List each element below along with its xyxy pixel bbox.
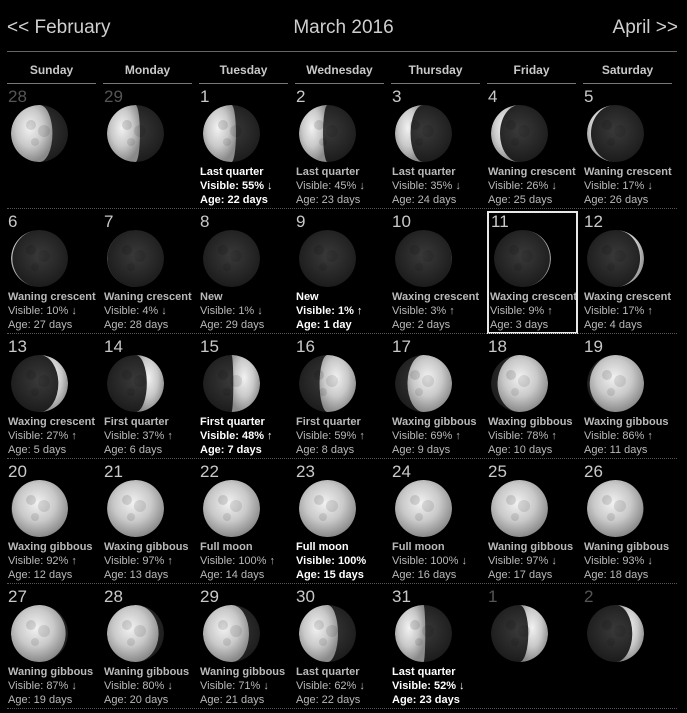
age-text: Age: 27 days [8,319,73,331]
day-number: 29 [200,587,219,606]
day-cell[interactable] [103,334,199,459]
day-number: 17 [392,337,411,356]
moon-image [491,355,548,412]
moon-image [107,105,164,162]
day-number: 11 [491,212,509,231]
visibility-text: Visible: 80% ↓ [104,680,173,692]
age-text: Age: 13 days [104,569,169,581]
age-text: Age: 22 days [296,694,361,706]
day-cell[interactable] [583,84,679,209]
age-text: Age: 15 days [296,569,364,581]
day-number: 5 [584,87,594,106]
moon-phase-graphic [587,105,644,162]
phase-name: Waning crescent [104,291,192,303]
day-cell[interactable] [199,209,295,334]
moon-phase-graphic [11,480,68,537]
moon-info [104,665,189,707]
moon-info [104,290,192,332]
day-cell[interactable] [391,584,487,709]
day-cell[interactable] [199,334,295,459]
moon-phase-graphic [587,605,644,662]
moon-phase-graphic [395,105,452,162]
moon-image [395,230,452,287]
visibility-text: Visible: 4% ↓ [104,305,167,317]
day-cell[interactable] [583,584,679,709]
moon-image [107,605,164,662]
weekday-wednesday: Wednesday [306,63,373,77]
calendar-header [0,0,687,52]
visibility-text: Visible: 3% ↑ [392,305,455,317]
phase-name: Waxing gibbous [488,416,573,428]
visibility-text: Visible: 55% ↓ [200,180,273,192]
moon-info [200,165,273,207]
age-text: Age: 23 days [296,194,361,206]
phase-name: Waning crescent [488,166,576,178]
visibility-text: Visible: 26% ↓ [488,180,557,192]
day-cell[interactable] [7,584,103,709]
moon-phase-graphic [299,230,356,287]
moon-info [488,165,576,207]
moon-info [296,415,365,457]
moon-phase-graphic [11,605,68,662]
moon-phase-graphic [11,105,68,162]
moon-image [587,230,644,287]
phase-name: Waning crescent [8,291,96,303]
age-text: Age: 6 days [104,444,163,456]
day-cell[interactable] [391,334,487,459]
moon-info [392,665,465,707]
day-number: 2 [296,87,306,106]
moon-image [395,480,452,537]
phase-name: Waning gibbous [104,666,190,678]
weekday-header-row [0,52,687,84]
phase-name: Waxing gibbous [104,541,189,553]
visibility-text: Visible: 10% ↓ [8,305,77,317]
day-number: 7 [104,212,114,231]
visibility-text: Visible: 17% ↑ [584,305,653,317]
moon-info [296,665,365,707]
visibility-text: Visible: 45% ↓ [296,180,365,192]
moon-phase-graphic [203,605,260,662]
phase-name: Last quarter [392,666,456,678]
moon-info [584,165,672,207]
day-cell[interactable] [391,209,487,334]
moon-phase-graphic [587,480,644,537]
day-number: 3 [392,87,402,106]
visibility-text: Visible: 35% ↓ [392,180,461,192]
day-cell[interactable] [7,84,103,209]
age-text: Age: 21 days [200,694,265,706]
phase-name: Waxing gibbous [8,541,93,553]
visibility-text: Visible: 62% ↓ [296,680,365,692]
age-text: Age: 28 days [104,319,169,331]
day-cell[interactable] [295,84,391,209]
moon-phase-graphic [107,605,164,662]
moon-image [299,105,356,162]
phase-name: New [200,291,223,303]
age-text: Age: 10 days [488,444,553,456]
phase-name: Last quarter [296,166,360,178]
age-text: Age: 17 days [488,569,553,581]
visibility-text: Visible: 100% ↓ [392,555,468,567]
visibility-text: Visible: 1% ↓ [200,305,263,317]
day-number: 1 [488,587,498,606]
moon-info [392,540,467,582]
moon-image [203,105,260,162]
visibility-text: Visible: 87% ↓ [8,680,77,692]
day-cell[interactable] [295,459,391,584]
moon-image [299,355,356,412]
day-cell[interactable] [487,584,583,709]
day-cell[interactable] [487,459,583,584]
day-cell[interactable] [583,459,679,584]
day-number: 12 [584,212,603,231]
day-number: 19 [584,337,603,356]
phase-name: Waning crescent [584,166,672,178]
day-cell[interactable] [583,334,679,459]
day-number: 24 [392,462,411,481]
moon-info [584,415,669,457]
moon-image [395,105,452,162]
day-cell[interactable] [199,584,295,709]
day-number: 28 [104,587,123,606]
day-cell[interactable] [199,84,295,209]
age-text: Age: 20 days [104,694,169,706]
prev-month-link[interactable]: << February [7,17,111,38]
selected-day-highlight [487,211,578,334]
day-cell[interactable] [7,209,103,334]
day-cell[interactable] [295,334,391,459]
day-cell[interactable] [199,459,295,584]
visibility-text: Visible: 9% ↑ [490,305,553,317]
moon-image [299,230,356,287]
phase-name: Waxing crescent [8,416,96,428]
age-text: Age: 18 days [584,569,649,581]
moon-image [491,605,548,662]
moon-image [107,230,164,287]
moon-phase-graphic [107,480,164,537]
visibility-text: Visible: 97% ↓ [488,555,557,567]
day-cell[interactable] [487,84,583,209]
visibility-text: Visible: 69% ↑ [392,430,461,442]
age-text: Age: 2 days [392,319,451,331]
moon-image [299,605,356,662]
visibility-text: Visible: 100% [296,555,367,567]
day-number: 21 [104,462,123,481]
moon-image [587,605,644,662]
moon-phase-graphic [587,355,644,412]
moon-info [392,290,479,332]
phase-name: New [296,291,319,303]
moon-info [200,290,264,332]
moon-info [200,415,273,457]
moon-image [107,355,164,412]
moon-phase-graphic [491,480,548,537]
day-number: 20 [8,462,27,481]
moon-phase-graphic [491,605,548,662]
day-cell[interactable] [7,459,103,584]
phase-name: Full moon [392,541,445,553]
visibility-text: Visible: 52% ↓ [392,680,465,692]
day-number: 25 [488,462,507,481]
moon-image [587,355,644,412]
day-cell[interactable] [7,334,103,459]
visibility-text: Visible: 78% ↑ [488,430,557,442]
moon-info [296,165,365,207]
age-text: Age: 19 days [8,694,73,706]
moon-image [107,480,164,537]
age-text: Age: 11 days [584,444,648,456]
age-text: Age: 7 days [200,444,262,456]
day-number: 22 [200,462,219,481]
day-cell[interactable] [103,84,199,209]
moon-phase-graphic [491,355,548,412]
moon-image [203,480,260,537]
day-number: 30 [296,587,315,606]
day-number: 18 [488,337,507,356]
phase-name: Last quarter [296,666,360,678]
moon-phase-graphic [11,355,68,412]
moon-phase-graphic [299,605,356,662]
moon-phase-graphic [203,355,260,412]
weekday-monday: Monday [124,63,171,77]
moon-image [11,230,68,287]
moon-image [203,355,260,412]
phase-name: Waning gibbous [8,666,94,678]
age-text: Age: 23 days [392,694,460,706]
moon-info [104,540,189,582]
day-number: 13 [8,337,27,356]
phase-name: Waxing gibbous [392,416,477,428]
moon-image [11,355,68,412]
moon-info [584,540,669,582]
day-number: 10 [392,212,411,231]
age-text: Age: 24 days [392,194,457,206]
age-text: Age: 16 days [392,569,457,581]
day-number: 31 [392,587,411,606]
day-number: 14 [104,337,123,356]
visibility-text: Visible: 97% ↑ [104,555,173,567]
day-cell[interactable] [295,584,391,709]
day-cell[interactable] [295,209,391,334]
moon-image [587,480,644,537]
age-text: Age: 4 days [584,319,643,331]
day-number: 29 [104,87,123,106]
moon-phase-graphic [491,105,548,162]
age-text: Age: 8 days [296,444,355,456]
age-text: Age: 5 days [8,444,67,456]
day-number: 6 [8,212,18,231]
day-cell[interactable] [487,334,583,459]
moon-phase-graphic [107,105,164,162]
moon-phase-graphic [203,105,260,162]
phase-name: First quarter [296,416,361,428]
phase-name: Last quarter [200,166,264,178]
visibility-text: Visible: 86% ↑ [584,430,653,442]
weekday-tuesday: Tuesday [219,63,268,77]
moon-image [299,480,356,537]
moon-info [8,290,96,332]
age-text: Age: 9 days [392,444,451,456]
phase-name: Waning gibbous [584,541,670,553]
day-number: 9 [296,212,306,231]
age-text: Age: 26 days [584,194,649,206]
moon-image [587,105,644,162]
phase-name: Last quarter [392,166,456,178]
next-month-link[interactable]: April >> [612,17,678,38]
visibility-text: Visible: 92% ↑ [8,555,77,567]
moon-phase-graphic [11,230,68,287]
moon-image [11,480,68,537]
age-text: Age: 12 days [8,569,73,581]
moon-info [296,540,366,582]
day-cell[interactable] [103,584,199,709]
week-separator [7,708,677,710]
moon-phase-graphic [395,355,452,412]
moon-info [296,290,362,332]
moon-info [392,165,461,207]
weekday-saturday: Saturday [601,63,654,77]
visibility-text: Visible: 59% ↑ [296,430,365,442]
moon-image [11,605,68,662]
phase-name: Waning gibbous [488,541,574,553]
moon-info [392,415,477,457]
moon-phase-graphic [299,105,356,162]
day-cell[interactable] [391,84,487,209]
age-text: Age: 22 days [200,194,268,206]
weekday-friday: Friday [513,63,550,77]
visibility-text: Visible: 27% ↑ [8,430,77,442]
moon-image [203,230,260,287]
phase-name: Waxing crescent [490,291,578,303]
moon-info [200,665,285,707]
visibility-text: Visible: 37% ↑ [104,430,173,442]
age-text: Age: 25 days [488,194,553,206]
day-number: 23 [296,462,315,481]
day-number: 16 [296,337,315,356]
day-number: 2 [584,587,594,606]
day-cell[interactable] [583,209,679,334]
day-number: 1 [200,87,210,106]
age-text: Age: 3 days [490,319,549,331]
day-number: 15 [200,337,219,356]
moon-info [488,415,573,457]
phase-name: Full moon [296,541,349,553]
moon-image [491,480,548,537]
moon-phase-graphic [299,480,356,537]
moon-info [8,540,93,582]
moon-image [395,355,452,412]
moon-image [395,605,452,662]
visibility-text: Visible: 100% ↑ [200,555,276,567]
moon-info [584,290,671,332]
visibility-text: Visible: 48% ↑ [200,430,273,442]
age-text: Age: 14 days [200,569,265,581]
visibility-text: Visible: 17% ↓ [584,180,653,192]
moon-phase-graphic [107,230,164,287]
phase-name: Waxing gibbous [584,416,669,428]
month-title: March 2016 [293,17,394,38]
day-cell[interactable] [103,459,199,584]
day-number: 4 [488,87,498,106]
moon-info [8,665,93,707]
moon-info [8,415,95,457]
weekday-sunday: Sunday [29,63,74,77]
moon-phase-graphic [395,230,452,287]
phase-name: Waxing crescent [392,291,480,303]
moon-phase-graphic [203,480,260,537]
visibility-text: Visible: 71% ↓ [200,680,269,692]
moon-info [200,540,275,582]
moon-info [488,540,573,582]
phase-name: Waning gibbous [200,666,286,678]
day-number: 8 [200,212,210,231]
visibility-text: Visible: 93% ↓ [584,555,653,567]
moon-image [203,605,260,662]
day-cell[interactable] [391,459,487,584]
age-text: Age: 1 day [296,319,352,331]
weekday-thursday: Thursday [408,63,463,77]
day-number: 26 [584,462,603,481]
moon-phase-graphic [203,230,260,287]
day-cell[interactable] [103,209,199,334]
moon-phase-graphic [107,355,164,412]
phase-name: First quarter [104,416,169,428]
day-number: 27 [8,587,27,606]
moon-phase-graphic [299,355,356,412]
moon-info [104,415,173,457]
moon-phase-graphic [587,230,644,287]
moon-image [11,105,68,162]
phase-name: First quarter [200,416,265,428]
moon-phase-graphic [395,480,452,537]
day-number: 28 [8,87,27,106]
day-cell[interactable] [487,209,583,334]
phase-name: Waxing crescent [584,291,672,303]
phase-name: Full moon [200,541,253,553]
moon-phase-graphic [395,605,452,662]
visibility-text: Visible: 1% ↑ [296,305,363,317]
moon-image [491,105,548,162]
age-text: Age: 29 days [200,319,265,331]
